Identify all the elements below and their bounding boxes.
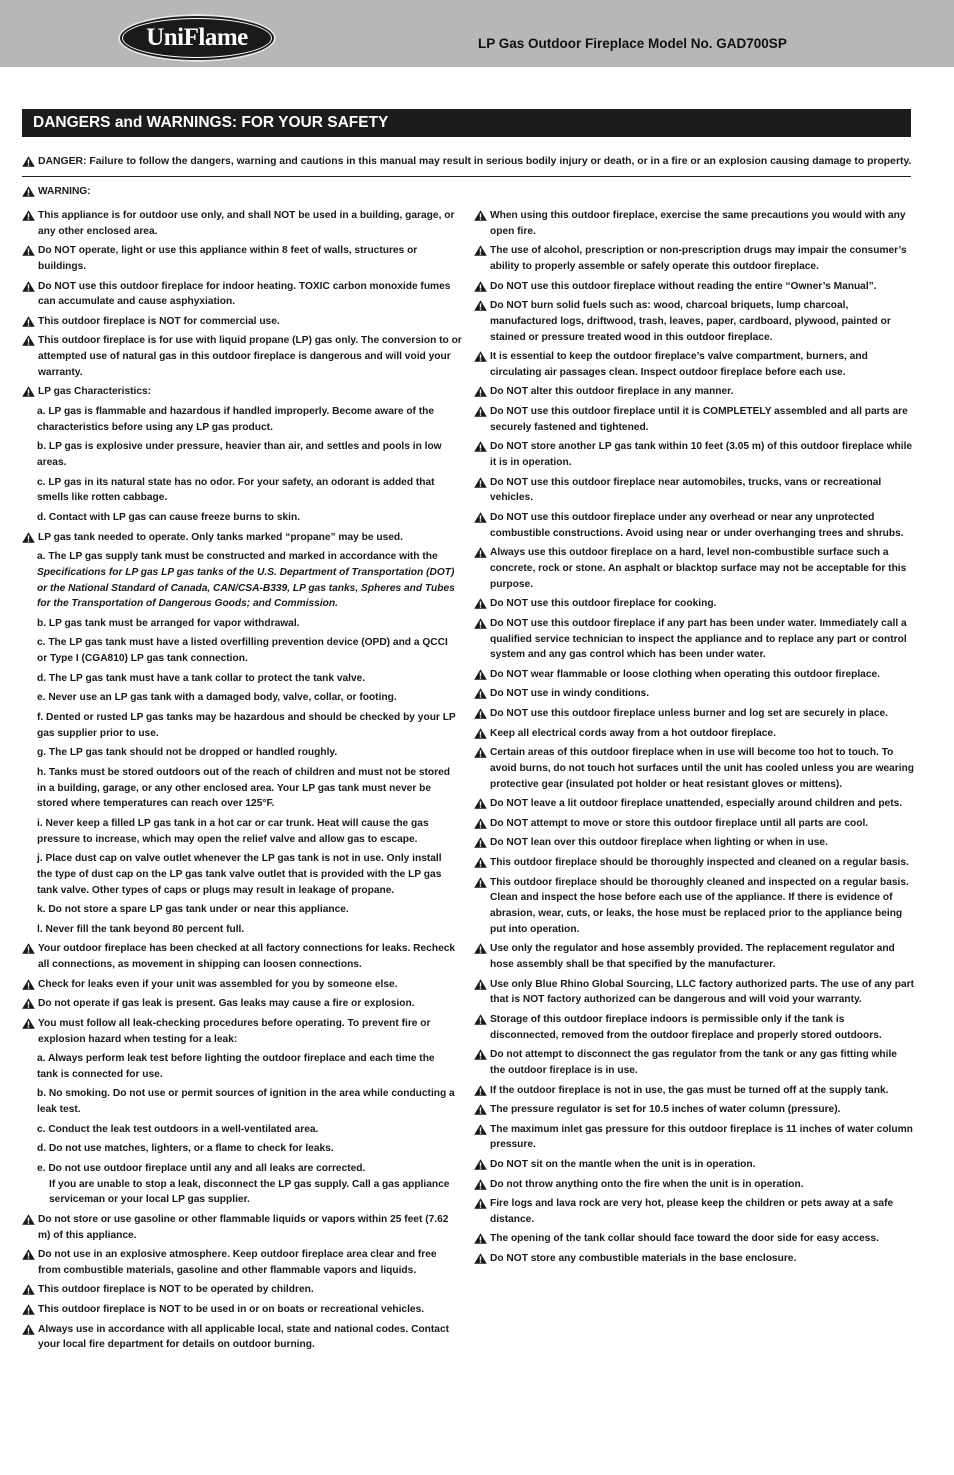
- warning-item-text: You must follow all leak-checking procedures before operating. To prevent fire or explosion hazard when testing for a leak:: [38, 1017, 431, 1045]
- sub-item-text: g. The LP gas tank should not be dropped or handled roughly.: [37, 747, 338, 759]
- warning-item-text: Use only the regulator and hose assembly provided. The replacement regulator and hose assembly shall be that specified by the manufacturer.: [490, 943, 895, 971]
- warning-triangle-icon: [474, 818, 487, 829]
- sub-item-text: b. No smoking. Do not use or permit sources of ignition in the area while conducting a leak test.: [37, 1088, 455, 1116]
- warning-item-text: Do not use in an explosive atmosphere. Keep outdoor fireplace area clear and free from combustible materials, gasoline and other flammable vapors and liquids.: [38, 1249, 437, 1276]
- warning-triangle-icon: [474, 406, 487, 417]
- warning-triangle-icon: [22, 979, 35, 990]
- warning-item-text: Do NOT leave a lit outdoor fireplace unattended, especially around children and pets.: [490, 798, 903, 810]
- model-title: LP Gas Outdoor Fireplace Model No. GAD700SP: [478, 36, 787, 51]
- warning-item: [474, 1231, 914, 1247]
- warning-triangle-icon: [22, 1249, 35, 1260]
- sub-item: [22, 404, 462, 435]
- warning-item-text: Do NOT use this outdoor fireplace near automobiles, trucks, vans or recreational vehicles.: [490, 476, 882, 504]
- warning-triangle-icon: [474, 1179, 487, 1190]
- warning-triangle-icon: [474, 728, 487, 739]
- warning-item: [474, 726, 914, 742]
- warning-triangle-icon: [474, 979, 487, 990]
- warning-triangle-icon: [474, 747, 487, 758]
- warning-triangle-icon: [474, 386, 487, 397]
- sub-item-text: e. Do not use outdoor fireplace until any and all leaks are corrected.: [37, 1162, 366, 1174]
- warning-item-text: Do NOT use this outdoor fireplace until it is COMPLETELY assembled and all parts are securely fastened and tightened.: [490, 406, 908, 433]
- warning-triangle-icon: [22, 998, 35, 1009]
- warning-triangle-icon: [22, 1284, 35, 1295]
- warning-item-text: Fire logs and lava rock are very hot, please keep the children or pets away at a safe distance.: [490, 1198, 894, 1225]
- warning-triangle-icon: [22, 281, 35, 292]
- warning-triangle-icon: [474, 688, 487, 699]
- sub-item-extra-text: If you are unable to stop a leak, disconnect the LP gas supply. Call a gas appliance serviceman or your local LP gas supplier.: [49, 1178, 450, 1206]
- sub-item-text: f. Dented or rusted LP gas tanks may be hazardous and should be checked by your LP gas supplier prior to use.: [37, 711, 456, 739]
- warning-item: [474, 1196, 914, 1227]
- warning-triangle-icon: [474, 598, 487, 609]
- warning-triangle-icon: [474, 669, 487, 680]
- warning-item: [474, 279, 914, 295]
- sub-item-text: b. LP gas is explosive under pressure, heavier than air, and settles and pools in low areas.: [37, 441, 442, 469]
- sub-item: [22, 816, 462, 847]
- warning-item: [474, 1047, 914, 1078]
- warning-triangle-icon: [474, 1104, 487, 1115]
- left-warning-column: [22, 208, 462, 1357]
- warning-triangle-icon: [22, 943, 35, 954]
- warning-item: [474, 1177, 914, 1193]
- warning-item: [474, 475, 914, 506]
- warning-triangle-icon: [474, 300, 487, 311]
- warning-item-text: Always use in accordance with all applicable local, state and national codes. Contact your local fire department for details on outdoor burning.: [38, 1323, 450, 1351]
- warning-item-text: Do not throw anything onto the fire when the unit is in operation.: [490, 1178, 804, 1190]
- warning-triangle-icon: [22, 1304, 35, 1315]
- warning-triangle-icon: [474, 1085, 487, 1096]
- sub-item-text: i. Never keep a filled LP gas tank in a hot car or car trunk. Heat will cause the gas pressure to increase, which may open the relief valve and allow gas to escape.: [37, 817, 429, 845]
- uniflame-logo: [118, 14, 276, 62]
- warning-item-text: Always use this outdoor fireplace on a hard, level non-combustible surface such a concrete, rock or stone. An asphalt or blacktop surface may not be acceptable for this purpose.: [490, 547, 907, 590]
- warning-item: [22, 243, 462, 274]
- sub-item-text: d. The LP gas tank must have a tank collar to protect the tank valve.: [37, 672, 366, 684]
- warning-triangle-icon: [474, 1014, 487, 1025]
- sub-item: [22, 549, 462, 612]
- warning-triangle-icon: [474, 1198, 487, 1209]
- warning-item: [22, 1282, 462, 1298]
- warning-triangle-icon: [22, 186, 35, 197]
- sub-item-text: a. Always perform leak test before lighting the outdoor fireplace and each time the tank is connected for use.: [37, 1053, 435, 1080]
- sub-item: [22, 671, 462, 687]
- warning-item: [22, 208, 462, 239]
- warning-item: [474, 1083, 914, 1099]
- warning-triangle-icon: [22, 210, 35, 221]
- warning-triangle-icon: [474, 857, 487, 868]
- section-banner: DANGERS and WARNINGS: FOR YOUR SAFETY: [22, 109, 911, 137]
- warning-triangle-icon: [474, 1159, 487, 1170]
- warning-item-text: LP gas tank needed to operate. Only tanks marked “propane” may be used.: [38, 531, 403, 543]
- sub-item-text: j. Place dust cap on valve outlet whenever the LP gas tank is not in use. Only install the type of dust cap on the LP gas tank valve outlet that is provided with the LP gas tank valve. Other types of caps or plugs may result in leakage of propane.: [37, 853, 442, 896]
- warning-item: [474, 796, 914, 812]
- warning-item-text: Do NOT use this outdoor fireplace for cooking.: [490, 598, 717, 610]
- warning-item-text: This outdoor fireplace is NOT to be used in or on boats or recreational vehicles.: [38, 1304, 425, 1316]
- warning-item-text: Do not operate if gas leak is present. Gas leaks may cause a fire or explosion.: [38, 998, 415, 1010]
- warning-item-text: Keep all electrical cords away from a hot outdoor fireplace.: [490, 727, 776, 739]
- warning-item-text: Do NOT store any combustible materials in the base enclosure.: [490, 1253, 797, 1265]
- warning-triangle-icon: [474, 210, 487, 221]
- right-warning-column: [474, 208, 914, 1271]
- sub-item-text: d. Contact with LP gas can cause freeze burns to skin.: [37, 511, 301, 523]
- warning-item: [474, 706, 914, 722]
- warning-item: [474, 941, 914, 972]
- page-header: [0, 0, 954, 67]
- warning-item: [474, 1251, 914, 1267]
- warning-item: [474, 1012, 914, 1043]
- sub-item: [22, 475, 462, 506]
- warning-item: [474, 1157, 914, 1173]
- sub-item: [22, 510, 462, 526]
- sub-item: [22, 902, 462, 918]
- warning-triangle-icon: [22, 1214, 35, 1225]
- warning-item-text: This outdoor fireplace is NOT for commercial use.: [38, 315, 280, 327]
- sub-item: [22, 635, 462, 666]
- warning-item: [22, 314, 462, 330]
- sub-item-text: l. Never fill the tank beyond 80 percent full.: [37, 923, 245, 935]
- warning-triangle-icon: [22, 1018, 35, 1029]
- warning-item: [474, 596, 914, 612]
- warning-item: [474, 545, 914, 592]
- sub-item-text: c. LP gas in its natural state has no odor. For your safety, an odorant is added that smells like rotten cabbage.: [37, 476, 435, 504]
- sub-item: [22, 745, 462, 761]
- warning-triangle-icon: [22, 316, 35, 327]
- warning-item-text: This outdoor fireplace should be thoroughly inspected and cleaned on a regular basis.: [490, 857, 909, 869]
- warning-heading: [22, 184, 91, 200]
- sub-item: [22, 439, 462, 470]
- warning-item: [474, 349, 914, 380]
- sub-item-text: c. The LP gas tank must have a listed overfilling prevention device (OPD) and a QCCI or Type I (CGA810) LP gas tank connection.: [37, 637, 448, 665]
- warning-label: WARNING:: [38, 186, 91, 197]
- warning-item: [474, 298, 914, 345]
- warning-triangle-icon: [22, 1324, 35, 1335]
- sub-item: [22, 710, 462, 741]
- warning-item-text: Do NOT use this outdoor fireplace without reading the entire “Owner’s Manual”.: [490, 280, 877, 292]
- sub-item: [22, 1141, 462, 1157]
- warning-item-text: Use only Blue Rhino Global Sourcing, LLC factory authorized parts. The use of any part that is NOT factory authorized can be dangerous and will void your warranty.: [490, 978, 914, 1006]
- warning-triangle-icon: [22, 335, 35, 346]
- danger-text: DANGER: Failure to follow the dangers, warning and cautions in this manual may result in serious bodily injury or death, or in a fire or an explosion causing damage to property.: [38, 156, 912, 167]
- warning-item: [474, 616, 914, 663]
- warning-item-text: Do not attempt to disconnect the gas regulator from the tank or any gas fitting while the outdoor fireplace is in use.: [490, 1049, 897, 1076]
- warning-triangle-icon: [474, 877, 487, 888]
- sub-item-text: d. Do not use matches, lighters, or a flame to check for leaks.: [37, 1143, 334, 1155]
- warning-item: [474, 208, 914, 239]
- warning-triangle-icon: [474, 1233, 487, 1244]
- sub-item-text: a. LP gas is flammable and hazardous if handled improperly. Become aware of the characteristics before using any LP gas product.: [37, 406, 435, 433]
- warning-item-text: Your outdoor fireplace has been checked at all factory connections for leaks. Recheck all connections, as movement in shipping can loosen connections.: [38, 943, 456, 971]
- warning-item-text: This outdoor fireplace is for use with liquid propane (LP) gas only. The conversion to or attempted use of natural gas in this outdoor fireplace is dangerous and will void your warranty.: [38, 335, 462, 378]
- warning-item: [22, 1016, 462, 1047]
- sub-item-italic-text: Specifications for LP gas LP gas tanks of the U.S. Department of Transportation (DOT) or the National Standard of Canada, CAN/CSA-B339, LP gas tanks, Spheres and Tubes for the Transportation of Dangerous Goods; and Commission.: [37, 566, 455, 610]
- warning-item-text: Do NOT use this outdoor fireplace unless burner and log set are securely in place.: [490, 708, 888, 720]
- sub-item: [22, 922, 462, 938]
- warning-item: [22, 1247, 462, 1278]
- warning-item: [474, 404, 914, 435]
- sub-item-text: k. Do not store a spare LP gas tank under or near this appliance.: [37, 904, 349, 916]
- warning-item: [474, 855, 914, 871]
- warning-item: [22, 1322, 462, 1353]
- warning-item-text: Check for leaks even if your unit was assembled for you by someone else.: [38, 978, 398, 990]
- warning-item-text: Do NOT sit on the mantle when the unit is in operation.: [490, 1158, 756, 1170]
- warning-triangle-icon: [474, 477, 487, 488]
- warning-triangle-icon: [474, 618, 487, 629]
- warning-item-text: It is essential to keep the outdoor fireplace’s valve compartment, burners, and circulating air passages clean. Inspect outdoor fireplace before each use.: [490, 351, 868, 378]
- warning-triangle-icon: [22, 386, 35, 397]
- warning-item: [22, 384, 462, 400]
- warning-item: [22, 1212, 462, 1243]
- warning-triangle-icon: [22, 532, 35, 543]
- warning-triangle-icon: [474, 1049, 487, 1060]
- warning-item-text: This outdoor fireplace is NOT to be operated by children.: [38, 1284, 314, 1296]
- warning-item: [474, 667, 914, 683]
- sub-item-text: h. Tanks must be stored outdoors out of the reach of children and must not be stored in a building, garage, or any other enclosed area. Your LP gas tank must never be stored where temperatures can reach over 125°F.: [37, 766, 451, 810]
- warning-item-text: This appliance is for outdoor use only, and shall NOT be used in a building, garage, or any other enclosed area.: [38, 210, 455, 237]
- warning-triangle-icon: [474, 837, 487, 848]
- warning-item: [22, 333, 462, 380]
- warning-item-text: Do NOT burn solid fuels such as: wood, charcoal briquets, lump charcoal, manufactured logs, driftwood, trash, leaves, paper, cardboard, plywood, painted or stained or pressure treated wood in this outdoor fireplace.: [490, 300, 891, 343]
- warning-triangle-icon: [474, 245, 487, 256]
- warning-item-text: Do NOT use this outdoor fireplace if any part has been under water. Immediately call a qualified service technician to inspect the appliance and to replace any part or control system and any gas control which has been under water.: [490, 617, 907, 661]
- warning-item: [474, 510, 914, 541]
- warning-item-text: Do NOT use in windy conditions.: [490, 688, 650, 700]
- warning-item-text: Do NOT alter this outdoor fireplace in any manner.: [490, 386, 734, 398]
- warning-item: [22, 530, 462, 546]
- warning-item: [474, 875, 914, 938]
- sub-item-text: a. The LP gas supply tank must be constructed and marked in accordance with the: [37, 551, 438, 563]
- warning-triangle-icon: [474, 281, 487, 292]
- warning-item-text: Certain areas of this outdoor fireplace when in use will become too hot to touch. To avoid burns, do not touch hot surfaces until the unit has cooled unless you are wearing protective gear (insulated pot holder or heat resistant gloves or mittens).: [490, 747, 914, 790]
- warning-triangle-icon: [22, 245, 35, 256]
- warning-item-text: If the outdoor fireplace is not in use, the gas must be turned off at the supply tank.: [490, 1084, 889, 1096]
- warning-triangle-icon: [474, 1124, 487, 1135]
- warning-item-text: Do NOT operate, light or use this appliance within 8 feet of walls, structures or buildings.: [38, 245, 418, 272]
- warning-item-text: Do NOT attempt to move or store this outdoor fireplace until all parts are cool.: [490, 817, 869, 829]
- warning-item-text: Do NOT lean over this outdoor fireplace when lighting or when in use.: [490, 837, 828, 849]
- warning-item: [474, 243, 914, 274]
- warning-item-text: Do NOT use this outdoor fireplace under any overhead or near any unprotected combustible constructions. Avoid using near or under overhanging trees and shrubs.: [490, 511, 904, 539]
- warning-item: [474, 745, 914, 792]
- warning-item: [474, 816, 914, 832]
- divider-rule: [22, 176, 911, 177]
- warning-item-text: Storage of this outdoor fireplace indoors is permissible only if the tank is disconnected, removed from the outdoor fireplace and properly stored outdoors.: [490, 1013, 882, 1041]
- warning-item-text: The pressure regulator is set for 10.5 inches of water column (pressure).: [490, 1104, 841, 1116]
- warning-item: [474, 1122, 914, 1153]
- warning-item-text: Do NOT wear flammable or loose clothing when operating this outdoor fireplace.: [490, 668, 881, 680]
- sub-item: [22, 851, 462, 898]
- sub-item-text: e. Never use an LP gas tank with a damaged body, valve, collar, or footing.: [37, 692, 397, 704]
- warning-triangle-icon: [474, 512, 487, 523]
- warning-item: [22, 977, 462, 993]
- warning-item: [22, 996, 462, 1012]
- warning-item: [474, 977, 914, 1008]
- warning-triangle-icon: [474, 441, 487, 452]
- warning-triangle-icon: [474, 1253, 487, 1264]
- warning-triangle-icon: [22, 156, 35, 167]
- warning-item-text: The use of alcohol, prescription or non-prescription drugs may impair the consumer’s ability to properly assemble or safely operate this outdoor fireplace.: [490, 245, 907, 272]
- warning-item: [474, 686, 914, 702]
- warning-item: [22, 279, 462, 310]
- danger-statement: [22, 154, 911, 169]
- warning-item: [22, 1302, 462, 1318]
- warning-triangle-icon: [474, 798, 487, 809]
- warning-item: [474, 1102, 914, 1118]
- warning-item-text: The opening of the tank collar should face toward the door side for easy access.: [490, 1233, 879, 1245]
- sub-item: [22, 765, 462, 812]
- warning-item-text: Do not store or use gasoline or other flammable liquids or vapors within 25 feet (7.62 m) of this appliance.: [38, 1213, 449, 1241]
- warning-item-text: The maximum inlet gas pressure for this outdoor fireplace is 11 inches of water column pressure.: [490, 1123, 913, 1151]
- warning-item: [474, 439, 914, 470]
- sub-item: [22, 1086, 462, 1117]
- warning-item: [22, 941, 462, 972]
- warning-item-text: Do NOT store another LP gas tank within 10 feet (3.05 m) of this outdoor fireplace while it is in operation.: [490, 441, 913, 469]
- sub-item: [22, 1051, 462, 1082]
- warning-item-text: This outdoor fireplace should be thoroughly cleaned and inspected on a regular basis. Clean and inspect the hose before each use of the appliance. If there is evidence of abrasion, wear, cuts, or leaks, the hose must be replaced prior to the appliance being put into operation.: [490, 876, 909, 935]
- warning-item: [474, 835, 914, 851]
- sub-item: [22, 1122, 462, 1138]
- warning-item-text: When using this outdoor fireplace, exercise the same precautions you would with any open fire.: [490, 210, 906, 237]
- warning-item-text: Do NOT use this outdoor fireplace for indoor heating. TOXIC carbon monoxide fumes can accumulate and cause asphyxiation.: [38, 280, 451, 308]
- warning-item: [474, 384, 914, 400]
- sub-item-text: c. Conduct the leak test outdoors in a well-ventilated area.: [37, 1123, 319, 1135]
- sub-item: [22, 1161, 462, 1208]
- sub-item: [22, 616, 462, 632]
- sub-item: [22, 690, 462, 706]
- warning-triangle-icon: [474, 708, 487, 719]
- warning-item-text: LP gas Characteristics:: [38, 386, 152, 398]
- warning-triangle-icon: [474, 351, 487, 362]
- logo-text: UniFlame: [146, 24, 248, 51]
- warning-triangle-icon: [474, 547, 487, 558]
- sub-item-text: b. LP gas tank must be arranged for vapor withdrawal.: [37, 617, 300, 629]
- warning-triangle-icon: [474, 943, 487, 954]
